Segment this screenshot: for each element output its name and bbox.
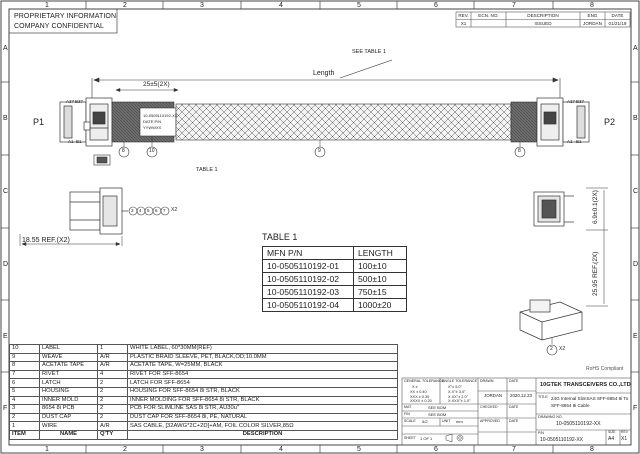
bom-row (10, 362, 398, 371)
bom-qty: 2 (98, 405, 128, 414)
grid-row-e: E (3, 333, 8, 340)
bom-table (9, 344, 398, 440)
checked-date-label: DATE (509, 405, 519, 409)
mat-label: MAT (404, 405, 412, 409)
table1-cell-pn: 10-0505110192-04 (263, 299, 354, 312)
dim-18-55: 18.55 REF.(X2) (22, 237, 70, 244)
bom-description: INNER MOLDING FOR SFF-8654 8i STR, BLACK (128, 396, 398, 405)
bom-qty: 2 (98, 396, 128, 405)
bom-qty: 1 (98, 345, 128, 354)
ang-row-3: X.XXX°± 1.0° (448, 399, 471, 403)
ang-header: ANGLE TOLERANCE (442, 379, 478, 383)
bom-qty: 2 (98, 413, 128, 422)
balloon-7: 7 (163, 208, 166, 213)
bom-description: PLASTIC BRAID SLEEVE, PET, BLACK,OD;10.0MM (128, 353, 398, 362)
bom-qty: 2 (98, 387, 128, 396)
bom-description: WHITE LABEL, 60*30MM(REF) (128, 345, 398, 354)
rev-header-eng: ENG (587, 13, 598, 18)
pin-b37-right: B37 (576, 99, 585, 104)
bom-name: WEAVE (40, 353, 98, 362)
grid-col-7: 7 (512, 2, 516, 9)
sheet-value: 1 OF 1 (420, 436, 433, 441)
drawn-date: 2020.12.23 (510, 393, 532, 398)
dust-cap-drawing (520, 300, 582, 340)
bom-name: LATCH (40, 379, 98, 388)
bom-row (10, 379, 398, 388)
bom-row (10, 353, 398, 362)
grid-col-6: 6 (434, 2, 438, 9)
grid-col-5: 5 (357, 2, 361, 9)
grid-row-e-right: E (633, 333, 638, 340)
grid-col-3: 3 (200, 2, 204, 9)
connector-side-view (70, 188, 128, 234)
ang-row-1: X.X°± 3.0° (448, 390, 466, 394)
bom-item: 3 (10, 405, 40, 414)
bom-name: RIVET (40, 370, 98, 379)
grid-col-4: 4 (279, 2, 283, 9)
company-name: 10GTEK TRANSCEIVERS CO.,LTD (540, 382, 631, 388)
bom-description: RIVET FOR SFF-8654 (128, 370, 398, 379)
grid-row-a-right: A (633, 45, 638, 52)
dwg-no-value: 10-0505110192-XX (556, 421, 601, 427)
table1-header-pn: MFN P/N (263, 247, 354, 260)
rev-header-date: DATE (611, 13, 624, 18)
scale-value: 5/2 (422, 419, 428, 424)
tol-row-0: X ± (412, 385, 418, 389)
proprietary-line1: PROPRIETARY INFORMATION (14, 13, 117, 20)
title-line2: SFF-8654 8i Cable (551, 403, 590, 408)
tol-row-3: XXXX ± 0.20 (410, 399, 432, 403)
bom-qty: A/R (98, 362, 128, 371)
table1-title: TABLE 1 (262, 232, 298, 242)
bom-qty: 4 (98, 370, 128, 379)
bom-description: PCB FOR SLIMLINE SAS 8i STR, AU30u" (128, 405, 398, 414)
connector-end-view (534, 192, 574, 226)
bom-description: LATCH FOR SFF-8654 (128, 379, 398, 388)
scale-label: SCALE (404, 419, 416, 423)
bom-name: HOUSING (40, 387, 98, 396)
bom-item: 4 (10, 396, 40, 405)
checked-label: CHECKED (480, 405, 498, 409)
title-line1: 24G Internal SlimSAS SFF-8654 8i To (551, 396, 629, 401)
x2-label: X2 (171, 207, 178, 213)
table1-row (263, 273, 407, 286)
rev-header-rev: REV. (458, 13, 469, 18)
table1 (262, 246, 407, 312)
table1-cell-length: 500±10 (354, 273, 407, 286)
small-cap-drawing (94, 155, 110, 165)
pin-a1-right: A1 (567, 139, 573, 144)
table1-header-length: LENGTH (354, 247, 407, 260)
bom-header-row (10, 430, 398, 439)
balloon-3: 3 (131, 208, 134, 213)
size-label: SIZE (608, 430, 616, 434)
length-dimension (92, 60, 560, 100)
proprietary-line2: COMPANY CONFIDENTIAL (14, 23, 105, 30)
balloon-6: 6 (155, 208, 158, 213)
date-label: DATE (509, 379, 519, 383)
pn-label: P/N (538, 431, 544, 435)
sheet-label: SHEET (404, 436, 416, 440)
bom-row (10, 370, 398, 379)
table1-cell-length: 100±10 (354, 260, 407, 273)
ang-row-0: X°± 5.0° (448, 385, 462, 389)
bom-header-item: ITEM (10, 430, 40, 439)
grid-col-1: 1 (45, 2, 49, 9)
bom-item: 6 (10, 379, 40, 388)
length-label: Length (313, 70, 335, 77)
rev-header-description: DESCRIPTION (527, 13, 559, 18)
bom-item: 8 (10, 362, 40, 371)
table1-cell-length: 1000±20 (354, 299, 407, 312)
bom-row (10, 345, 398, 354)
x2b-label: X2 (559, 346, 566, 352)
grid-col-5-bottom: 5 (357, 446, 361, 453)
approved-label: APPROVED (480, 419, 500, 423)
grid-row-d: D (3, 261, 9, 268)
bom-row (10, 405, 398, 414)
fin-label: FIN (404, 412, 410, 416)
grid-row-d-right: D (633, 261, 639, 268)
bom-item: 2 (10, 413, 40, 422)
rev-header-ecn: ECN. NO. (478, 13, 499, 18)
pin-a37-left: A37 (66, 99, 75, 104)
grid-row-b-right: B (633, 115, 638, 122)
grid-col-8: 8 (590, 2, 594, 9)
unit-value: mm (456, 419, 463, 424)
bom-item: 10 (10, 345, 40, 354)
table1-header-row (263, 247, 407, 260)
bom-name: ACETATE TAPE (40, 362, 98, 371)
p2-label: P2 (604, 117, 616, 127)
unit-label: UNIT (442, 419, 451, 423)
bom-item: 1 (10, 422, 40, 431)
table1-row (263, 260, 407, 273)
grid-row-c-right: C (633, 188, 639, 195)
label-pn: 10-0505110192-XX (143, 113, 178, 118)
rev-label: REV (621, 430, 628, 434)
bom-name: 8654 8i PCB (40, 405, 98, 414)
bom-row (10, 422, 398, 431)
pin-b1-right: B1 (576, 139, 582, 144)
label-date: DATE P/N (143, 119, 162, 124)
bom-description: ACETATE TAPE, W=25MM, BLACK (128, 362, 398, 371)
dim-6-9: 6.9±0.1(2X) (592, 190, 599, 224)
balloon-8-left: 8 (122, 148, 125, 154)
title-label: TITLE (538, 395, 548, 399)
bom-row (10, 387, 398, 396)
rev-cell-description: ISSUED (534, 21, 552, 26)
drawn-name: JORDAN (484, 393, 503, 398)
table1-row (263, 299, 407, 312)
grid-col-1-bottom: 1 (45, 446, 49, 453)
table1-row (263, 286, 407, 299)
bom-description: DUST CAP FOR SFF-8654 8i, PE, NATURAL (128, 413, 398, 422)
grid-row-f-right: F (633, 405, 638, 412)
dwg-no-label: DRAWING NO. (538, 415, 563, 419)
grid-row-f: F (3, 405, 8, 412)
dim-25: 25±5(2X) (143, 81, 170, 88)
p1-label: P1 (33, 117, 45, 127)
bom-item: 9 (10, 353, 40, 362)
ang-row-2: X.XX°± 2.0° (448, 395, 469, 399)
balloon-8-right: 8 (518, 148, 521, 154)
drawn-label: DRAWN (480, 379, 494, 383)
see-table-label: SEE TABLE 1 (352, 49, 387, 55)
tol-header: GENERAL TOLERANCE (404, 379, 444, 383)
bom-item: 5 (10, 387, 40, 396)
size-value: A4 (608, 436, 615, 442)
bom-description: HOUSING FOR SFF-8654 8i STR, BLACK (128, 387, 398, 396)
bom-qty: 2 (98, 379, 128, 388)
balloon-4: 4 (139, 208, 142, 213)
grid-col-7-bottom: 7 (512, 446, 516, 453)
bom-item: 7 (10, 370, 40, 379)
bom-row (10, 413, 398, 422)
grid-row-b: B (3, 115, 8, 122)
balloon-5: 5 (147, 208, 150, 213)
pin-a1-left: A1 (68, 139, 74, 144)
bom-name: WIRE (40, 422, 98, 431)
grid-col-2-bottom: 2 (123, 446, 127, 453)
grid-col-4-bottom: 4 (279, 446, 283, 453)
tol-row-2: XXX ± 0.30 (410, 395, 430, 399)
bom-description: SAS CABLE, [32AWG*2C+2D]+AM, FOIL COLOR SILVER,85Ω (128, 422, 398, 431)
mat-value: SEE BOM (428, 405, 447, 410)
grid-col-2: 2 (123, 2, 127, 9)
bom-name: INNER MOLD (40, 396, 98, 405)
table1-cell-length: 750±15 (354, 286, 407, 299)
table1-cell-pn: 10-0505110192-02 (263, 273, 354, 286)
grid-col-3-bottom: 3 (200, 446, 204, 453)
balloon-10: 10 (149, 148, 155, 154)
grid-row-a: A (3, 45, 8, 52)
bom-header-name: NAME (40, 430, 98, 439)
balloon-9: 9 (318, 148, 321, 154)
table1-cell-pn: 10-0505110192-01 (263, 260, 354, 273)
rev-cell-date: 01/21/19 (608, 21, 627, 26)
bom-header-qty: Q'TY (98, 430, 128, 439)
pin-b1-left: B1 (76, 139, 82, 144)
grid-col-6-bottom: 6 (434, 446, 438, 453)
grid-row-c: C (3, 188, 9, 195)
label-code: YYWWXX (143, 125, 162, 130)
pin-a37-right: A37 (567, 99, 576, 104)
bom-qty: A/R (98, 422, 128, 431)
approved-date-label: DATE (509, 419, 519, 423)
grid-col-8-bottom: 8 (590, 446, 594, 453)
tol-row-1: XX ± 0.40 (410, 390, 427, 394)
bom-qty: A/R (98, 353, 128, 362)
table1-cell-pn: 10-0505110192-03 (263, 286, 354, 299)
rev-value: X1 (621, 436, 628, 442)
bom-header-description: DESCRIPTION (128, 430, 398, 439)
table-ref-label: TABLE 1 (196, 167, 218, 173)
dim-25-95: 25.95 REF.(2X) (592, 251, 599, 296)
balloon-2: 2 (550, 346, 553, 352)
bom-name: LABEL (40, 345, 98, 354)
bom-row (10, 396, 398, 405)
bom-name: DUST CAP (40, 413, 98, 422)
rev-cell-rev: X1 (460, 21, 467, 26)
pn-value: 10-0505110192-XX (540, 437, 583, 443)
pin-b37-left: B37 (75, 99, 84, 104)
rohs-label: RoHS Compliant (586, 366, 624, 372)
rev-cell-eng: JORDAN (583, 21, 602, 26)
fin-value: SEE BOM (428, 412, 447, 417)
